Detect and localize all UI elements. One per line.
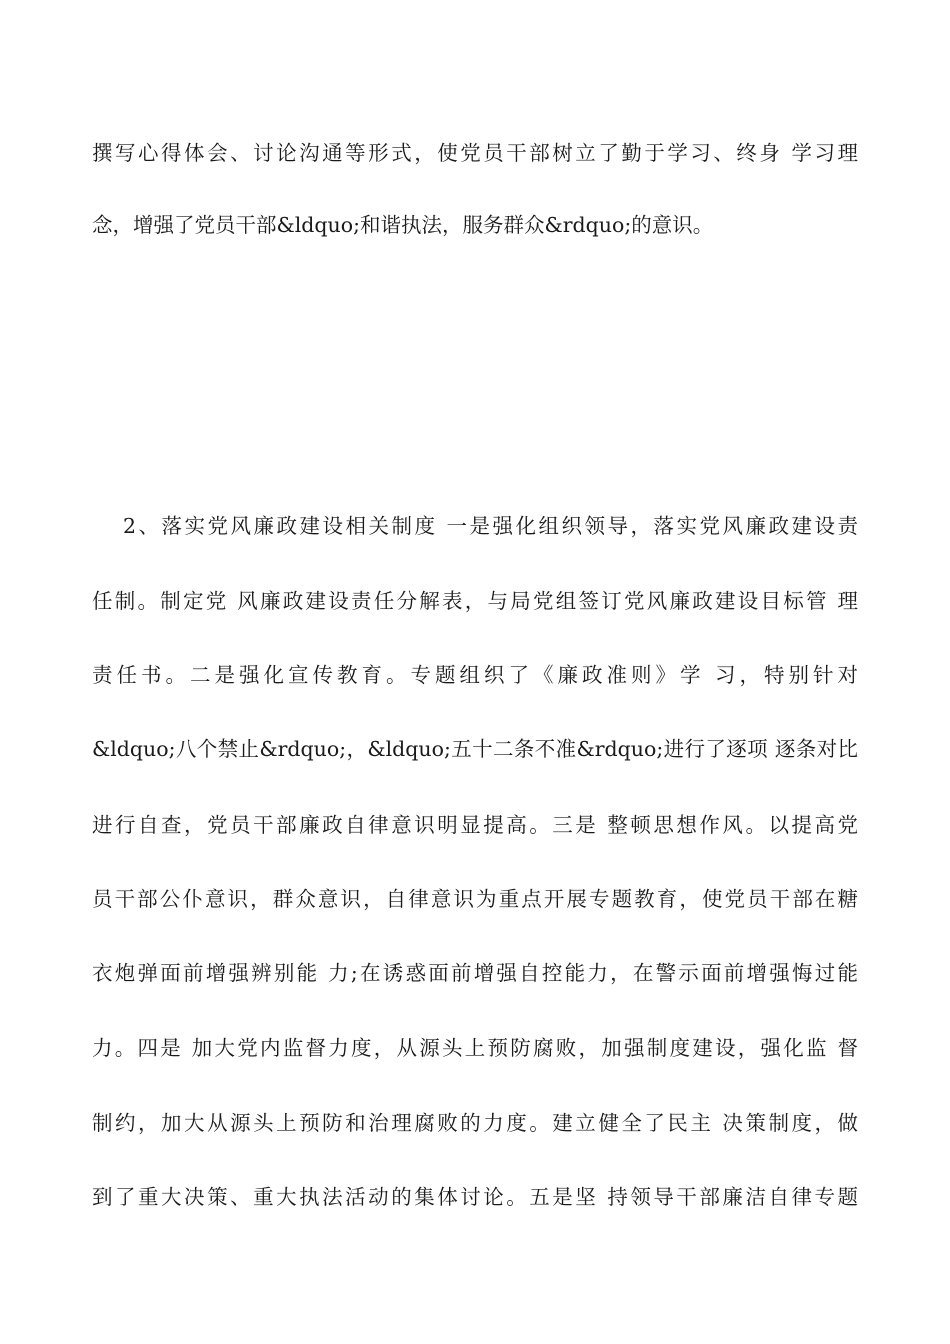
paragraph-2-line-9: 制约，加大从源头上预防和治理腐败的力度。建立健全了民主 决策制度，做	[92, 1111, 858, 1135]
paragraph-2-line-5: 进行自查，党员干部廉政自律意识明显提高。三是 整顿思想作风。以提高党	[92, 813, 858, 837]
paragraph-2-line-1: 2、落实党风廉政建设相关制度 一是强化组织领导，落实党风廉政建设责	[123, 514, 858, 538]
paragraph-2-line-4: &ldquo;八个禁止&rdquo;，&ldquo;五十二条不准&rdquo;进行了逐项 逐条对比	[92, 737, 858, 761]
paragraph-2-line-7: 衣炮弹面前增强辨别能 力;在诱惑面前增强自控能力，在警示面前增强悔过能	[92, 961, 858, 985]
paragraph-1-line-1: 撰写心得体会、讨论沟通等形式，使党员干部树立了勤于学习、终身 学习理	[92, 141, 858, 165]
paragraph-2-line-2: 任制。制定党 风廉政建设责任分解表，与局党组签订党风廉政建设目标管 理	[92, 589, 858, 613]
paragraph-1-line-2: 念，增强了党员干部&ldquo;和谐执法，服务群众&rdquo;的意识。	[92, 213, 714, 237]
paragraph-2-line-10: 到了重大决策、重大执法活动的集体讨论。五是坚 持领导干部廉洁自律专题	[92, 1185, 858, 1209]
paragraph-2-line-6: 员干部公仆意识，群众意识，自律意识为重点开展专题教育，使党员干部在糖	[92, 887, 858, 911]
paragraph-2-line-8: 力。四是 加大党内监督力度，从源头上预防腐败，加强制度建设，强化监 督	[92, 1036, 858, 1060]
paragraph-2-line-3: 责任书。二是强化宣传教育。专题组织了《廉政准则》学 习，特别针对	[92, 663, 858, 687]
